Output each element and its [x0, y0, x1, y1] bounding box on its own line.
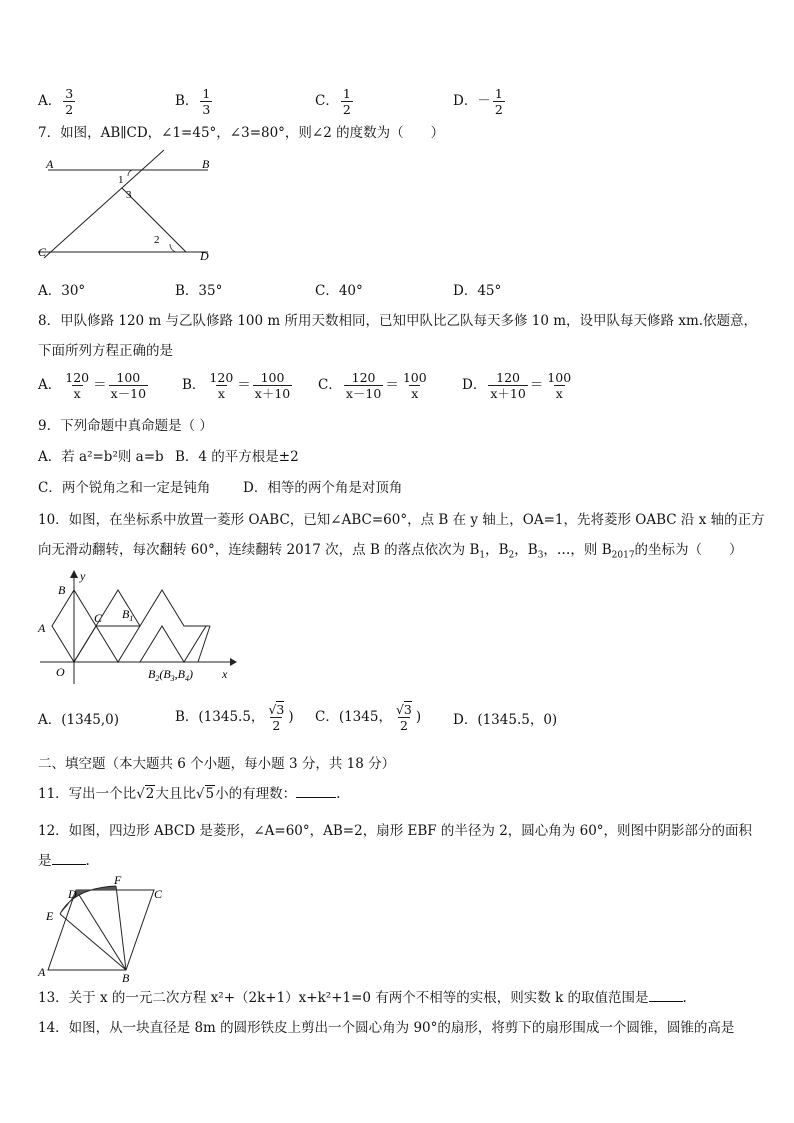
svg-text:B2(B3,B4): $B_2(B_3,B_4)$	[148, 667, 194, 683]
q12-figure	[34, 872, 174, 984]
svg-text:C: C	[38, 245, 47, 259]
svg-text:C: C	[94, 611, 103, 625]
q10-option-c: C．(1345， $\frac{√3}{2}$ )	[315, 702, 422, 733]
svg-text:2: 2	[154, 234, 160, 246]
q8-stem-line2: 下面所列方程正确的是	[38, 343, 173, 359]
q10-option-a: A．(1345,0)	[38, 712, 120, 728]
q10-figure	[34, 566, 244, 688]
svg-text:E: E	[46, 909, 54, 923]
q7-option-a: A．30°	[38, 283, 86, 299]
q9-option-b: B．4 的平方根是±2	[175, 449, 299, 465]
q7-option-b: B．35°	[175, 283, 223, 299]
q9-option-d: D．相等的两个角是对顶角	[243, 480, 403, 496]
q10-stem-line2: 向无滑动翻转，每次翻转 60°，连续翻转 2017 次，点 B 的落点依次为 $B_1$，$B_2$，$B_3$，…，则 $B_{2017}$的坐标为（ ）	[38, 542, 743, 561]
q12-stem-line1: 12．如图，四边形 ABCD 是菱形，∠A=60°，AB=2，扇形 EBF 的半径为 2，圆心角为 60°，则图中阴影部分的面积	[38, 823, 753, 839]
q13-stem: 13．关于 x 的一元二次方程 x²+（2k+1）x+k²+1=0 有两个不相等的实根，则实数 k 的取值范围是 .	[38, 990, 687, 1006]
q9-option-a: A．若 a²=b²则 a=b	[38, 449, 164, 465]
answer-blank[interactable]	[649, 989, 683, 1002]
q8-option-b: B． $\frac{120}{x}$ ＝ $\frac{100}{x+10}$	[182, 370, 291, 401]
sqrt: √2	[136, 786, 155, 802]
svg-text:B1: $B_1$	[122, 607, 134, 623]
section-heading: 二、填空题（本大题共 6 个小题，每小题 3 分，共 18 分）	[38, 756, 396, 772]
q6-option-a: A． $\frac{3}{2}$	[38, 86, 74, 117]
svg-text:B: B	[122, 971, 130, 984]
fraction: $\frac{1}{3}$	[202, 86, 211, 117]
svg-text:B: B	[58, 583, 66, 597]
q14-stem: 14．如图，从一块直径是 8m 的圆形铁皮上剪出一个圆心角为 90°的扇形，将剪下的扇形围成一个圆锥，圆锥的高是	[38, 1020, 735, 1036]
svg-text:C: C	[154, 887, 163, 901]
q10-option-b: B．(1345.5， $\frac{√3}{2}$ )	[175, 702, 294, 733]
svg-text:O: O	[56, 665, 65, 679]
fraction: $\frac{1}{2}$	[342, 86, 351, 117]
q9-option-c: C．两个锐角之和一定是钝角	[38, 480, 211, 496]
svg-text:A: A	[38, 965, 46, 979]
q8-stem-line1: 8．甲队修路 120 m 与乙队修路 100 m 所用天数相同，已知甲队比乙队每天多修 10 m，设甲队每天修路 xm.依题意，	[38, 313, 758, 329]
svg-text:B: B	[202, 157, 210, 171]
svg-text:y: y	[80, 569, 86, 583]
q6-option-d: D．－ $\frac{1}{2}$	[453, 86, 503, 117]
fraction: $\frac{1}{2}$	[494, 86, 503, 117]
q10-option-d: D．(1345.5，0)	[453, 712, 558, 728]
q12-stem-line2: 是 .	[38, 853, 90, 869]
svg-text:F: F	[114, 873, 122, 887]
q8-option-c: C． $\frac{120}{x-10}$ ＝ $\frac{100}{x}$	[318, 370, 427, 401]
svg-text:3: 3	[126, 189, 132, 201]
svg-text:A: A	[46, 157, 54, 171]
q7-figure	[36, 148, 226, 268]
q8-option-a: A． $\frac{120}{x}$ ＝ $\frac{100}{x-10}$	[38, 370, 147, 401]
svg-text:D: D	[68, 887, 77, 901]
svg-text:D: D	[200, 249, 209, 263]
svg-text:x: x	[222, 667, 228, 681]
q6-option-c: C． $\frac{1}{2}$	[315, 86, 351, 117]
svg-text:1: 1	[118, 174, 124, 186]
q7-stem: 7．如图，AB∥CD，∠1=45°，∠3=80°，则∠2 的度数为（ ）	[38, 125, 445, 141]
q11-stem: 11．写出一个比√2大且比√5小的有理数： .	[38, 786, 341, 802]
q10-stem-line1: 10．如图，在坐标系中放置一菱形 OABC，已知∠ABC=60°，点 B 在 y 轴上，OA=1，先将菱形 OABC 沿 x 轴的正方	[38, 512, 765, 528]
answer-blank[interactable]	[296, 785, 336, 798]
q9-stem: 9．下列命题中真命题是（ ）	[38, 418, 213, 434]
q7-option-c: C．40°	[315, 283, 363, 299]
svg-text:A: A	[38, 621, 46, 635]
fraction: $\frac{3}{2}$	[65, 86, 74, 117]
q8-option-d: D． $\frac{120}{x+10}$ ＝ $\frac{100}{x}$	[462, 370, 572, 401]
q7-option-d: D．45°	[453, 283, 502, 299]
answer-blank[interactable]	[52, 852, 86, 865]
sqrt: √5	[195, 786, 215, 802]
q6-option-b: B． $\frac{1}{3}$	[175, 86, 211, 117]
